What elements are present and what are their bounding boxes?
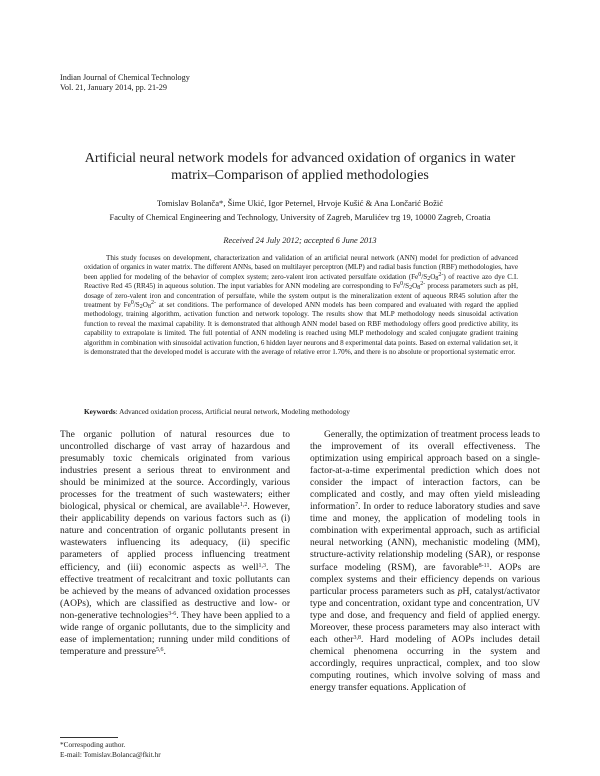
author-list: Tomislav Bolanča*, Šime Ukić, Igor Peternel, Hrvoje Kušić & Ana Lončarić Božić <box>156 198 444 208</box>
title-line-1: Artificial neural network models for advanced oxidation of organics in water <box>84 151 516 166</box>
journal-header <box>60 73 190 93</box>
keywords <box>84 407 518 416</box>
body-column-right <box>310 429 540 694</box>
title-line-2: matrix–Comparison of applied methodologies <box>171 168 429 183</box>
keywords-text: : Advanced oxidation process, Artificial neural network, Modeling methodology <box>115 407 350 416</box>
footnote-divider <box>60 737 118 738</box>
received-accepted-dates: Received 24 July 2012; accepted 6 June 2013 <box>223 236 377 245</box>
affiliation: Faculty of Chemical Engineering and Technology, University of Zagreb, Marulićev trg 19, 10000 Zagreb, Croatia <box>109 213 491 222</box>
abstract: This study focuses on development, characterization and validation of an artificial neural network (ANN) model for prediction of advanced oxidation of organics in water matrix. The different ANNs, based on multilayer perceptron (MLP) and radial basis function (RBF) methodologies, have been applied for modeling of the behavior of complex system; zero-valent iron activated persulfate oxidation $(Fe^0/S_2O_8^{2-})$ of reactive azo dye C.I. Reactive Red 45 (RR45) in aqueous solution. The input variables for ANN modeling are corresponding to $Fe^0/S_2O_8^{2-}$ process parameters such as pH, dosage of zero-valent iron and concentration of persulfate, while the system output is the mineralization extent of aqueous RR45 solution after the treatment by $Fe^0/S_2O_8^{2-}$ at set conditions. The performance of developed ANN models has been compared and evaluated with regard the applied methodology, training algorithm, activation function and network topology. The results show that MLP methodology needs sinusoidal activation function to reveal the maximal capability. It is demonstrated that although ANN model based on RBF methodology offers good predictive ability, its capability to extrapolate is limited. The full potential of ANN modeling is reached using MLP methodology and scaled conjugate gradient training algorithm in combination with sinusoidal activation function, 6 hidden layer neurons and 8 experimental data points. Based on external validation set, it is demonstrated that the developed model is accurate with the average of relative error 1.70%, and there is no absolute or proportional systematic error. <box>84 254 519 357</box>
journal-issue: Vol. 21, January 2014, pp. 21-29 <box>60 83 167 92</box>
intro-paragraph-1: The organic pollution of natural resources due to uncontrolled discharge of vast array of hazardous and presumably toxic chemicals originated from various industries present a serious threat to environment and should be minimized at the source. Accordingly, various processes for the treatment of such wastewaters; either biological, physical or chemical, are available$^{1,2}$. However, their applicability depends on various factors such as (i) nature and concentration of organic pollutants present in wastewaters influencing its adequacy, (ii) specific parameters of applied process influencing treatment efficiency, and (iii) economic aspects as well$^{1,3}$. The effective treatment of recalcitrant and toxic pollutants can be achieved by the means of advanced oxidation processes (AOPs), which are classified as destructive and low- or non-generative technologies$^{3-6}$. They have been applied to a wide range of organic pollutants, due to the simplicity and ease of implementation; running under mild conditions of temperature and pressure$^{5,6}$. <box>60 429 290 657</box>
paper-title <box>60 150 540 184</box>
intro-paragraph-2: Generally, the optimization of treatment process leads to the improvement of its overall effectiveness. The optimization using empirical approach based on a single-factor-at-a-time experimental prediction which does not consider the impact of interaction factors, can be complicated and costly, and may often yield misleading information$^7$. In order to reduce laboratory studies and save time and money, the application of modeling tools in combination with experimental approach, such as artificial neural networking (ANN), mechanistic modeling (MM), structure-activity relationship modeling (SAR), or response surface modeling (RSM), are favorable$^{8-11}$. AOPs are complex systems and their efficiency depends on various particular process parameters such as pH, catalyst/activator type and concentration, oxidant type and concentration, UV type and dose, and frequency and field of applied energy. Moreover, these process parameters may also interact with each other$^{3,8}$. Hard modeling of AOPs includes detail chemical phenomena occurring in the system and accordingly, requires unpractical, complex, and too slow computing routines, which involve solving of mass and energy transfer equations. Application of <box>310 429 541 693</box>
journal-name: Indian Journal of Chemical Technology <box>60 73 190 82</box>
keywords-label: Keywords <box>84 407 116 416</box>
corresponding-author-footnote <box>60 740 161 759</box>
footnote-email: E-mail: Tomislav.Bolanca@fkit.hr <box>60 749 161 759</box>
footnote-label: *Correspoding author. <box>60 740 126 749</box>
body-column-left <box>60 429 290 658</box>
